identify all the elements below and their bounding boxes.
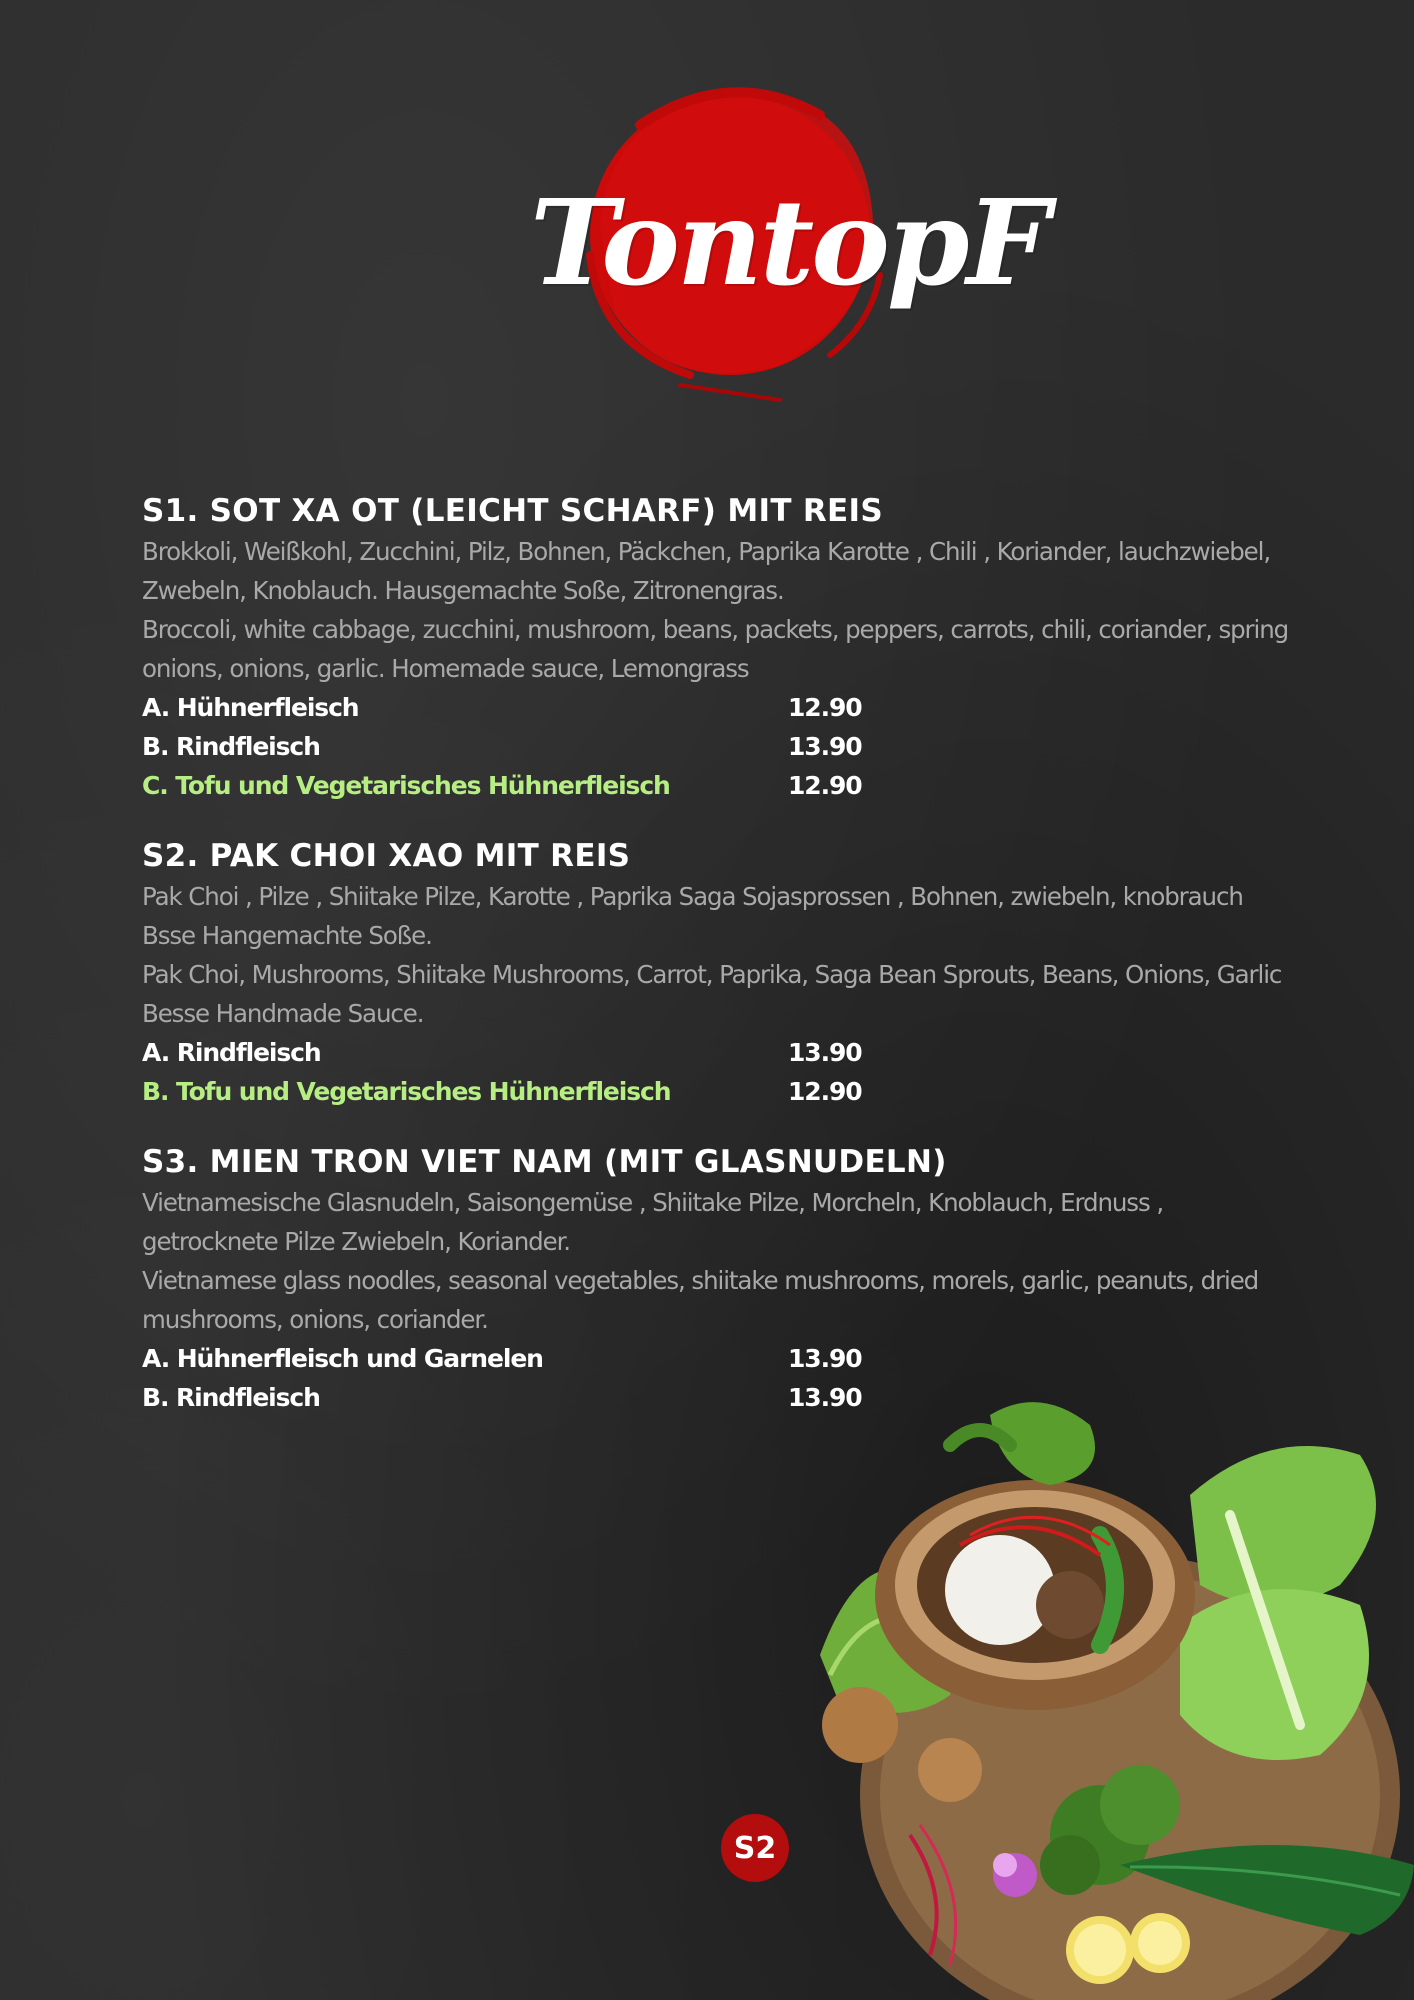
item-name: B. Rindfleisch xyxy=(142,1383,320,1412)
item-price: 13.90 xyxy=(788,732,862,761)
menu-section-s1 xyxy=(142,490,1292,805)
item-price: 13.90 xyxy=(788,1344,862,1373)
menu-section-s3 xyxy=(142,1141,1292,1417)
description-german: Pak Choi , Pilze , Shiitake Pilze, Karotte , Paprika Saga Sojasprossen , Bohnen, zwiebeln, knobrauch Bsse Hangemachte Soße. xyxy=(142,882,1243,950)
item-name: A. Hühnerfleisch xyxy=(142,693,359,722)
item-name: A. Rindfleisch xyxy=(142,1038,321,1067)
description-english: Pak Choi, Mushrooms, Shiitake Mushrooms, Carrot, Paprika, Saga Bean Sprouts, Beans, Onions, Garlic Besse Handmade Sauce. xyxy=(142,960,1282,1028)
item-name: B. Rindfleisch xyxy=(142,732,320,761)
brand-logo xyxy=(530,55,1048,415)
section-title: S3. MIEN TRON VIET NAM (MIT GLASNUDELN) xyxy=(142,1144,947,1180)
item-price: 12.90 xyxy=(788,771,862,800)
food-photo xyxy=(800,1395,1414,2000)
menu-item-vegetarian xyxy=(142,1072,1292,1111)
item-price: 12.90 xyxy=(788,693,862,722)
item-price: 12.90 xyxy=(788,1077,862,1106)
description-english: Vietnamese glass noodles, seasonal vegetables, shiitake mushrooms, morels, garlic, peanuts, dried mushrooms, onions, coriander. xyxy=(142,1266,1259,1334)
item-price: 13.90 xyxy=(788,1038,862,1067)
menu-list xyxy=(142,490,1292,1447)
description-german: Brokkoli, Weißkohl, Zucchini, Pilz, Bohnen, Päckchen, Paprika Karotte , Chili , Koriander, lauchzwiebel, Zwebeln, Knoblauch. Hausgemachte Soße, Zitronengras. xyxy=(142,537,1271,605)
description-german: Vietnamesische Glasnudeln, Saisongemüse , Shiitake Pilze, Morcheln, Knoblauch, Erdnuss , getrocknete Pilze Zwiebeln, Koriander. xyxy=(142,1188,1164,1256)
clay-pot-dish-illustration xyxy=(800,1395,1414,2000)
menu-item xyxy=(142,727,1292,766)
page-number-badge: S2 xyxy=(721,1814,789,1882)
item-name: A. Hühnerfleisch und Garnelen xyxy=(142,1344,543,1373)
item-name: B. Tofu und Vegetarisches Hühnerfleisch xyxy=(142,1077,671,1106)
menu-section-s2 xyxy=(142,835,1292,1111)
section-title: S1. SOT XA OT (LEICHT SCHARF) MIT REIS xyxy=(142,493,883,529)
item-price: 13.90 xyxy=(788,1383,862,1412)
item-name: C. Tofu und Vegetarisches Hühnerfleisch xyxy=(142,771,670,800)
description-english: Broccoli, white cabbage, zucchini, mushroom, beans, packets, peppers, carrots, chili, coriander, spring onions, onions, garlic. Homemade sauce, Lemongrass xyxy=(142,615,1289,683)
menu-item-vegetarian xyxy=(142,766,1292,805)
menu-item xyxy=(142,1339,1292,1378)
menu-item xyxy=(142,688,1292,727)
logo-text: TontopF xyxy=(530,173,1048,312)
section-title: S2. PAK CHOI XAO MIT REIS xyxy=(142,838,631,874)
menu-item xyxy=(142,1033,1292,1072)
